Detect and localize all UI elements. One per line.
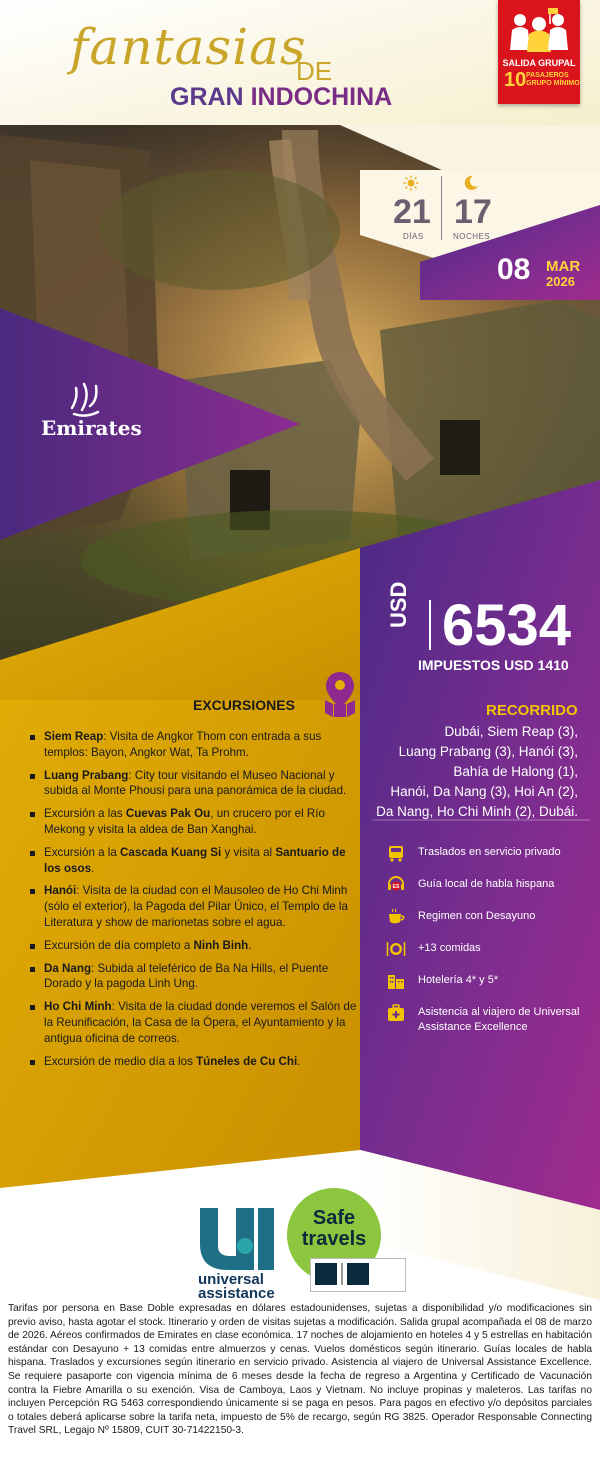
price-currency: USD bbox=[386, 581, 411, 628]
universal-assistance-logo bbox=[198, 1206, 278, 1272]
excursion-item bbox=[28, 883, 358, 930]
badge-label: SALIDA GRUPAL bbox=[502, 58, 576, 68]
excursion-text: : Visita de la ciudad donde veremos el Salón de la Reunificación, la Casa de la Ópera, el Ayuntamiento y la antigua oficina de correos. bbox=[44, 1000, 357, 1045]
safe-travels-line1: Safe bbox=[312, 1207, 356, 1229]
inclusion-text: Regimen con Desayuno bbox=[418, 910, 536, 922]
emirates-arabic-logo bbox=[68, 378, 104, 418]
excursions-list bbox=[28, 729, 358, 1076]
excursion-item bbox=[28, 729, 358, 761]
title-de: DE bbox=[296, 56, 333, 86]
title-indochina: INDOCHINA bbox=[250, 83, 393, 111]
excursion-text: : City tour visitando el Museo Nacional y subida al Monte Phousi para una panorámica de la ciudad. bbox=[44, 768, 347, 798]
people-group-icon bbox=[506, 6, 572, 52]
inclusion-text: +13 comidas bbox=[418, 942, 481, 954]
badge-passengers: PASAJEROS bbox=[526, 72, 569, 79]
nights-count: 17 bbox=[454, 193, 492, 231]
first-aid-icon bbox=[386, 1003, 406, 1023]
emirates-wordmark: Emirates bbox=[41, 416, 142, 440]
recorrido-list bbox=[372, 722, 578, 822]
ua-line2: assistance bbox=[198, 1285, 275, 1302]
price-amount: 6534 bbox=[442, 593, 572, 658]
meal-icon bbox=[386, 939, 406, 959]
inclusion-text: Hotelería 4* y 5* bbox=[418, 974, 499, 986]
excursion-text: y visita al bbox=[221, 845, 276, 859]
hotel-icon bbox=[386, 971, 406, 991]
excursion-item bbox=[28, 961, 358, 993]
excursion-text: , un crucero por el Río Mekong y visita la aldea de Ban Xanghai. bbox=[44, 807, 325, 836]
excursion-place: Ninh Binh bbox=[193, 938, 249, 952]
days-count: 21 bbox=[393, 193, 431, 231]
excursion-place: Luang Prabang bbox=[44, 768, 129, 782]
excursion-place: Cuevas Pak Ou bbox=[125, 807, 211, 821]
excursion-item bbox=[28, 999, 358, 1046]
terms-and-conditions: Tarifas por persona en Base Doble expresadas en dólares estadounidenses, sujetas a disponibilidad y/o modificaciones sin previo aviso, hasta agotar el stock. Itinerario y orden de visitas sujetas a modificación. Salida grupal acompañada el 08 de marzo de 2026. Aéreos confirmados de Emirates en clase económica. 17 noches de alojamiento en hoteles 4 y 5 estrellas en habitación estándar con Desayuno + 13 comidas entre almuerzos y cenas. Vuelos domésticos según itinerario. Guías locales de habla hispana. Traslados y excursiones según itinerario en servicio privado. Asistencia al viajero de Universal Assistance Excellence. Se requiere pasaporte con vigencia mínima de 6 meses desde la fecha de regreso a Argentina y Certificado de Vacunación contra la Fiebre Amarilla o su exención. Visa de Camboya, Laos y Vietnam. No incluye propinas y maleteros. Las tarifas no incluyen Percepción RG 5463 correspondiendo únicamente si se paga en pesos. Para pagos en efectivo y/o depósitos parciales o totales deberá aplicarse sobre la tarifa neta, impuesto de 5% de recargo, según RG 3825. Operador Responsable Connecting Travel SRL, Legajo Nº 15809, CUIT 30-71422150-3. bbox=[8, 1303, 592, 1437]
excursion-text: . bbox=[248, 938, 252, 952]
svg-text:ES: ES bbox=[392, 884, 400, 890]
recorrido-line: Hanói, Da Nang (3), Hoi An (2), bbox=[390, 784, 578, 799]
excursion-place: Hanói bbox=[44, 884, 77, 898]
departure-year: 2026 bbox=[546, 274, 575, 289]
inclusion-text: Asistencia al viajero de Universal Assistance Excellence bbox=[418, 1006, 580, 1033]
excursion-text: Excursión a la bbox=[44, 845, 121, 859]
badge-minimum: GRUPO MÍNIMO bbox=[526, 80, 580, 87]
wttc-logo-icon bbox=[315, 1263, 337, 1285]
recorrido-line: Da Nang, Ho Chi Minh (2), Dubái. bbox=[376, 804, 578, 819]
safe-travels-line2: travels bbox=[301, 1228, 367, 1250]
title-gran: GRAN bbox=[170, 83, 251, 111]
map-pin-icon bbox=[323, 670, 357, 718]
price-taxes: IMPUESTOS USD 1410 bbox=[418, 657, 569, 673]
group-departure-badge bbox=[498, 0, 580, 104]
excursion-item bbox=[28, 768, 358, 800]
safe-travels-partner-strip bbox=[310, 1258, 406, 1292]
inclusion-text: Guía local de habla hispana bbox=[418, 878, 555, 890]
excursion-item bbox=[28, 845, 358, 877]
excursion-place: Ho Chi Minh bbox=[44, 1000, 112, 1014]
excursion-place: Túneles de Cu Chi bbox=[196, 1054, 298, 1068]
departure-month: MAR bbox=[546, 258, 581, 275]
excursion-place: Santuario de los osos bbox=[44, 845, 346, 875]
bus-icon bbox=[386, 843, 406, 863]
ua-line1: universal bbox=[198, 1271, 264, 1288]
sun-icon bbox=[403, 175, 419, 191]
excursions-title: EXCURSIONES bbox=[193, 697, 295, 713]
excursion-text: : Visita de la ciudad con el Mausoleo de Ho Chi Minh (sólo el exterior), la Pagoda del Pilar Único, el Templo de la Literatura y show de marionetas sobre el agua. bbox=[44, 884, 348, 929]
departure-day: 08 bbox=[497, 253, 531, 286]
days-label: DÍAS bbox=[403, 232, 424, 241]
excursion-place: Cascada Kuang Si bbox=[120, 845, 222, 859]
visit-argentina-logo-icon bbox=[347, 1263, 369, 1285]
excursion-place: Da Nang bbox=[44, 961, 92, 975]
universal-assistance-wordmark bbox=[198, 1273, 275, 1301]
nights-label: NOCHES bbox=[453, 232, 491, 241]
excursion-item bbox=[28, 1054, 358, 1070]
excursion-text: Excursión a las bbox=[44, 807, 126, 821]
inclusion-text: Traslados en servicio privado bbox=[418, 846, 561, 858]
duration-divider bbox=[441, 176, 442, 240]
excursion-text: : Visita de Angkor Thom con entrada a sus templos: Bayon, Angkor Wat, Ta Prohm. bbox=[44, 730, 322, 759]
excursion-item bbox=[28, 806, 358, 838]
excursion-item bbox=[28, 938, 358, 954]
recorrido-line: Bahía de Halong (1), bbox=[453, 764, 578, 779]
excursion-place: Siem Reap bbox=[44, 730, 104, 743]
title-main bbox=[170, 83, 392, 112]
title-script: fantasias bbox=[70, 18, 307, 76]
guide-icon bbox=[386, 875, 406, 895]
badge-sublabel bbox=[526, 72, 580, 88]
moon-icon bbox=[463, 175, 479, 191]
logo-divider bbox=[341, 1263, 343, 1285]
recorrido-title: RECORRIDO bbox=[486, 702, 578, 719]
coffee-cup-icon bbox=[386, 907, 406, 927]
excursion-text: : Subida al teleférico de Ba Na Hills, el Puente Dorado y la pagoda Linh Ung. bbox=[44, 961, 329, 991]
recorrido-line: Luang Prabang (3), Hanói (3), bbox=[398, 744, 578, 759]
excursion-text: . bbox=[297, 1054, 301, 1068]
excursion-text: . bbox=[91, 861, 95, 875]
badge-number: 10 bbox=[504, 69, 527, 91]
excursion-text: Excursión de medio día a los bbox=[44, 1054, 197, 1068]
excursion-text: Excursión de día completo a bbox=[44, 938, 194, 952]
recorrido-line: Dubái, Siem Reap (3), bbox=[444, 724, 578, 739]
